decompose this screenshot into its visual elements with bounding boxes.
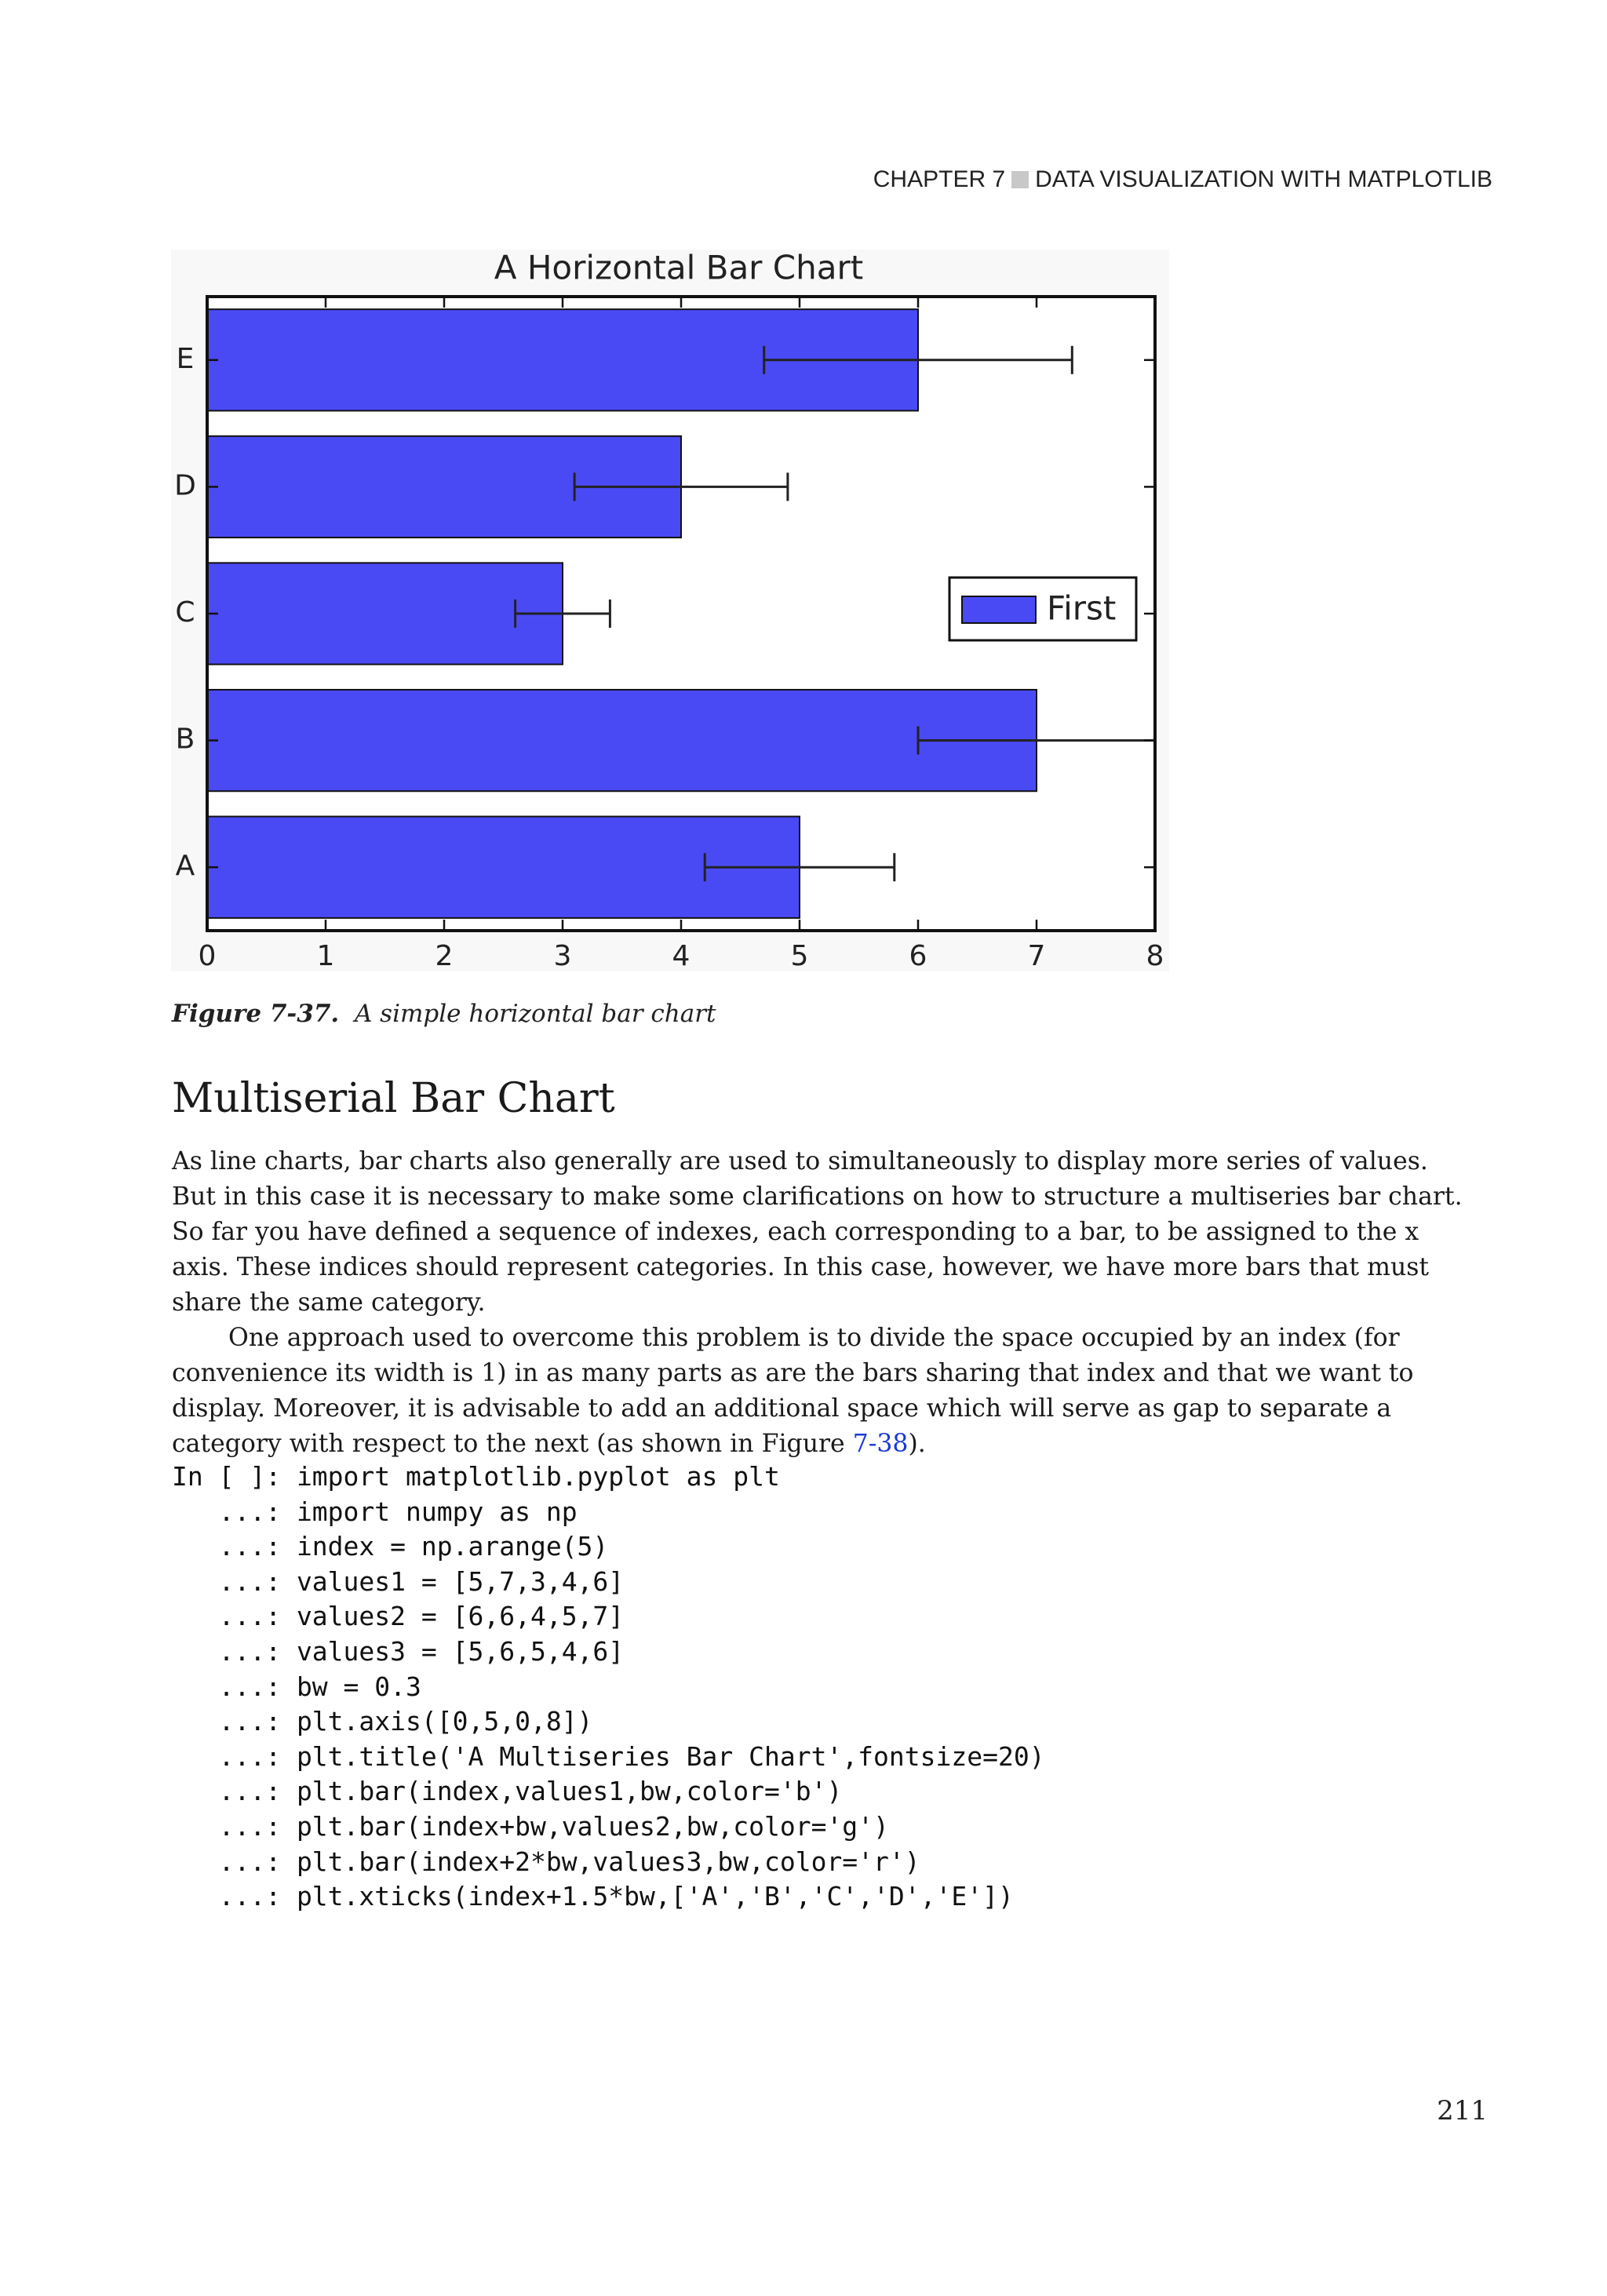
code-line: ...: plt.bar(index+bw,values2,bw,color='g') xyxy=(172,1810,889,1842)
x-tick-label: 8 xyxy=(1146,940,1164,971)
running-header xyxy=(873,166,1492,193)
y-tick-label-B: B xyxy=(175,723,195,756)
paragraph-2-end: ). xyxy=(908,1430,926,1458)
y-tick-label-E: E xyxy=(176,342,195,375)
figure-7-37 xyxy=(171,250,1169,971)
code-line: ...: values3 = [5,6,5,4,6] xyxy=(172,1635,625,1667)
code-line: ...: values2 = [6,6,4,5,7] xyxy=(172,1601,625,1632)
code-line: ...: plt.title('A Multiseries Bar Chart',fontsize=20) xyxy=(172,1740,1045,1772)
paragraph-2-text: One approach used to overcome this problem is to divide the space occupied by an index (for convenience its width is 1) in as many parts as are the bars sharing that index and that we want to display. Moreover, it is advisable to add an additional space which will serve as gap to separate a category with respect to the next (as shown in Figure xyxy=(172,1324,1414,1458)
figure-caption xyxy=(172,1000,716,1028)
x-tick-label: 7 xyxy=(1027,940,1046,971)
x-tick-label: 5 xyxy=(790,940,809,971)
code-line: ...: plt.bar(index+2*bw,values3,bw,color='r') xyxy=(172,1846,920,1877)
y-tick-label-D: D xyxy=(174,469,196,502)
code-line: ...: index = np.arange(5) xyxy=(172,1531,609,1562)
code-line: ...: values1 = [5,7,3,4,6] xyxy=(172,1565,625,1597)
bar-C xyxy=(207,563,563,664)
x-tick-label: 1 xyxy=(316,940,335,971)
paragraph-1: As line charts, bar charts also generally are used to simultaneously to display more series of values. But in this case it is necessary to make some clarifications on how to structure a multiseries bar chart. So far you have defined a sequence of indexes, each corresponding to a bar, to be assigned to the x axis. These indices should represent categories. In this case, however, we have more bars that must share the same category. xyxy=(172,1147,1463,1317)
x-tick-label: 3 xyxy=(553,940,572,971)
x-tick-label: 0 xyxy=(198,940,217,971)
legend-label: First xyxy=(1047,589,1117,628)
figure-label: Figure 7-37. xyxy=(172,1000,340,1028)
x-tick-label: 4 xyxy=(672,940,691,971)
figure-7-38-link[interactable]: 7-38 xyxy=(852,1430,909,1458)
x-tick-label: 2 xyxy=(435,940,454,971)
code-line: ...: import numpy as np xyxy=(172,1496,578,1527)
bar-B xyxy=(207,690,1037,791)
legend-swatch xyxy=(962,596,1036,623)
code-line: In [ ]: import matplotlib.pyplot as plt xyxy=(172,1461,780,1492)
code-line: ...: plt.xticks(index+1.5*bw,['A','B','C','D','E']) xyxy=(172,1881,1014,1912)
paragraph-2 xyxy=(172,1321,1474,1462)
code-line: ...: plt.axis([0,5,0,8]) xyxy=(172,1706,593,1737)
code-line: ...: plt.bar(index,values1,bw,color='b') xyxy=(172,1776,843,1807)
section-body xyxy=(172,1144,1474,1462)
y-tick-label-A: A xyxy=(175,850,195,883)
header-separator xyxy=(1011,171,1029,188)
y-tick-label-C: C xyxy=(175,596,195,629)
page-number: 211 xyxy=(1437,2095,1488,2127)
chapter-label: CHAPTER 7 xyxy=(873,166,1006,192)
x-tick-label: 6 xyxy=(909,940,927,971)
chapter-title: DATA VISUALIZATION WITH MATPLOTLIB xyxy=(1035,166,1492,192)
section-title: Multiserial Bar Chart xyxy=(172,1075,615,1122)
horizontal-bar-chart xyxy=(171,250,1169,971)
figure-caption-text: A simple horizontal bar chart xyxy=(354,1000,716,1028)
code-line: ...: bw = 0.3 xyxy=(172,1671,421,1702)
code-listing xyxy=(172,1460,1045,1915)
chart-title: A Horizontal Bar Chart xyxy=(494,250,864,287)
